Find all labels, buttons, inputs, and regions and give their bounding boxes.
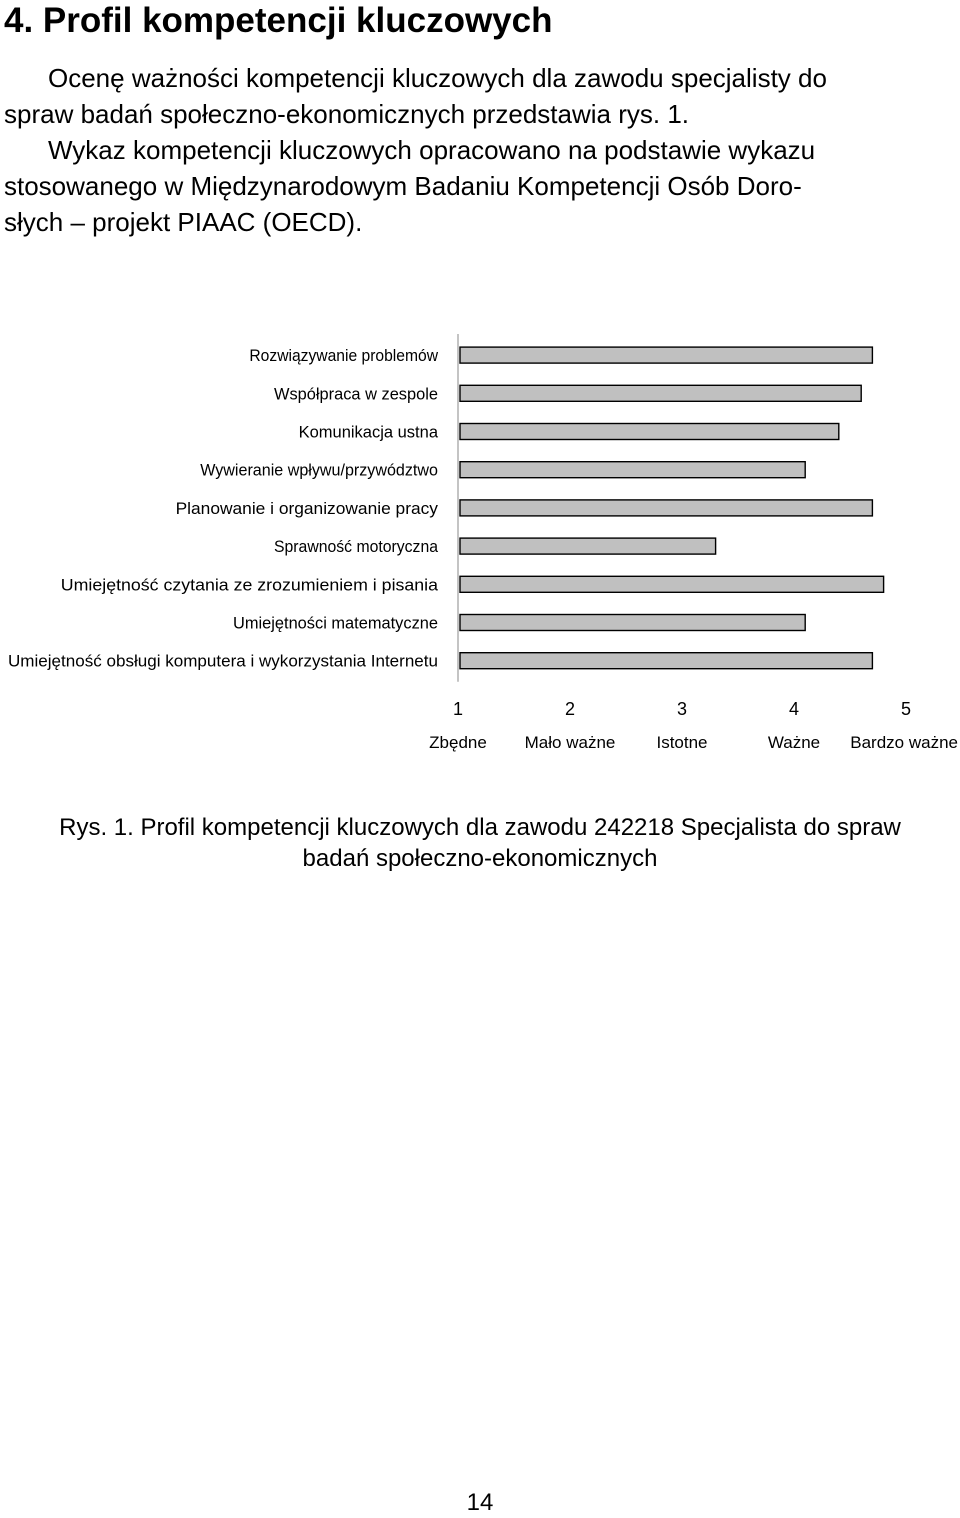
page-number: 14 [466,1489,494,1516]
x-tick-description: Ważne [767,733,821,752]
caption-line: badań społeczno-ekonomicznych [302,845,658,872]
category-label: Umiejętność obsługi komputera i wykorzystania Internetu [8,651,438,671]
category-label: Planowanie i organizowanie pracy [175,498,439,518]
paragraph-line: Wykaz kompetencji kluczowych opracowano na podstawie wykazu [48,135,816,165]
paragraph-line: stosowanego w Międzynarodowym Badaniu Kompetencji Osób Doro- [4,171,802,201]
bar [460,424,839,440]
competency-chart-svg [0,330,960,770]
x-tick-label: 2 [564,699,576,719]
category-label: Rozwiązywanie problemów [249,346,439,366]
category-label: Wywieranie wpływu/przywództwo [200,460,438,480]
bar [460,538,716,554]
bar [460,576,884,592]
x-tick-description: Zbędne [429,733,487,752]
bar [460,653,872,669]
paragraph-line: słych – projekt PIAAC (OECD). [4,207,363,237]
x-tick-description: Bardzo ważne [850,733,958,752]
paragraph-line: Ocenę ważności kompetencji kluczowych dla zawodu specjalisty do [48,63,827,93]
section-heading: 4. Profil kompetencji kluczowych [4,1,553,40]
bar [460,385,861,401]
x-tick-description: Istotne [656,733,708,752]
figure-caption [0,812,960,874]
bar [460,500,872,516]
category-label: Komunikacja ustna [298,422,439,442]
x-tick-description: Mało ważne [524,733,616,752]
x-tick-label: 1 [452,699,464,719]
x-tick-label: 3 [676,699,688,719]
category-label: Umiejętność czytania ze zrozumieniem i pisania [60,575,439,595]
x-tick-label: 4 [788,699,800,719]
bar [460,462,805,478]
paragraph-line: spraw badań społeczno-ekonomicznych przedstawia rys. 1. [4,99,690,129]
category-label: Umiejętności matematyczne [233,613,438,633]
bar [460,615,805,631]
competency-chart [0,330,960,770]
caption-line: Rys. 1. Profil kompetencji kluczowych dla zawodu 242218 Specjalista do spraw [59,814,901,841]
bar [460,347,872,363]
category-label: Sprawność motoryczna [274,537,439,557]
x-tick-label: 5 [900,699,912,719]
category-label: Współpraca w zespole [274,384,438,404]
